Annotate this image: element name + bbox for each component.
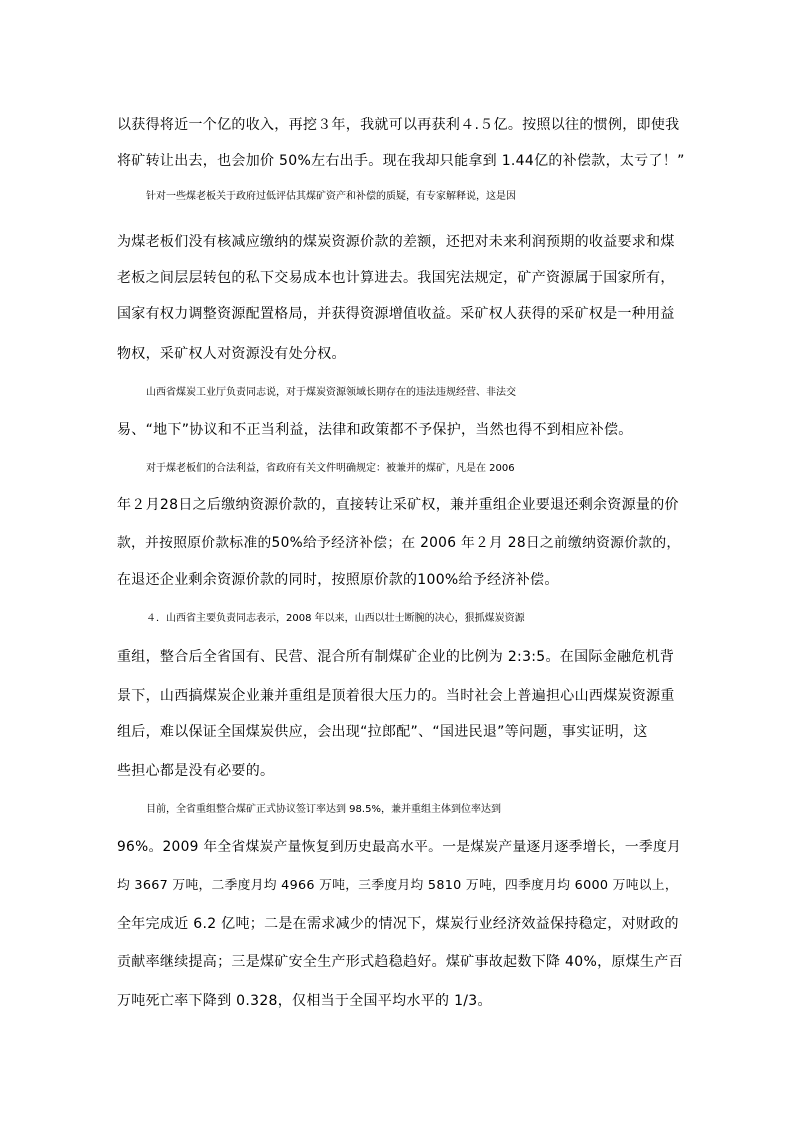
text-line-23: 贡献率继续提高；三是煤矿安全生产形式趋稳趋好。煤矿事故起数下降 40%，原煤生产百 (117, 954, 683, 970)
paragraph-start-coal-dept: 山西省煤炭工业厅负责同志说，对于煤炭资源领域长期存在的违法违规经营、非法交 (146, 387, 516, 398)
text-line-5: 老板之间层层转包的私下交易成本也计算进去。我国宪法规定，矿产资源属于国家所有， (117, 270, 675, 286)
text-line-13: 在退还企业剩余资源价款的同时，按照原价款的100%给予经济补偿。 (117, 572, 559, 588)
text-line-22: 全年完成近 6.2 亿吨；二是在需求减少的情况下，煤炭行业经济效益保持稳定，对财政的 (117, 916, 679, 932)
text-line-15: 重组，整合后全省国有、民营、混合所有制煤矿企业的比例为 2:3:5。在国际金融危机背 (117, 649, 675, 665)
paragraph-start-section-4: ４．山西省主要负责同志表示，2008 年以来，山西以壮士断腕的决心，狠抓煤炭资源 (146, 613, 525, 624)
text-line-1: 以获得将近一个亿的收入，再挖３年，我就可以再获利４.５亿。按照以往的惯例，即使我 (117, 117, 680, 133)
text-line-17: 组后，难以保证全国煤炭供应，会出现“拉郎配”、“国进民退”等问题，事实证明，这 (117, 724, 648, 740)
text-line-4: 为煤老板们没有核减应缴纳的煤炭资源价款的差额，还把对未来利润预期的收益要求和煤 (117, 234, 675, 250)
text-line-2: 将矿转让出去，也会加价 50%左右出手。现在我却只能拿到 1.44亿的补偿款，太亏了！” (117, 153, 685, 169)
paragraph-start-experts: 针对一些煤老板关于政府过低评估其煤矿资产和补偿的质疑，有专家解释说，这是因 (146, 191, 516, 202)
text-line-16: 景下，山西搞煤炭企业兼并重组是顶着很大压力的。当时社会上普遍担心山西煤炭资源重 (117, 688, 675, 704)
text-line-9: 易、“地下”协议和不正当利益，法律和政策都不予保护，当然也得不到相应补偿。 (117, 422, 633, 438)
paragraph-start-current: 目前，全省重组整合煤矿正式协议签订率达到 98.5%，兼并重组主体到位率达到 (146, 804, 501, 815)
text-line-7: 物权，采矿权人对资源没有处分权。 (117, 346, 346, 362)
text-line-12: 款，并按照原价款标准的50%给予经济补偿；在 2006 年２月 28日之前缴纳资源价款的， (117, 535, 681, 551)
text-line-6: 国家有权力调整资源配置格局，并获得资源增值收益。采矿权人获得的采矿权是一种用益 (117, 306, 675, 322)
text-line-11: 年２月28日之后缴纳资源价款的，直接转让采矿权，兼并重组企业要退还剩余资源量的价 (117, 497, 679, 513)
paragraph-start-legal-interests: 对于煤老板们的合法利益，省政府有关文件明确规定：被兼并的煤矿，凡是在 2006 (146, 463, 515, 474)
text-line-18: 些担心都是没有必要的。 (117, 763, 275, 779)
text-line-24: 万吨死亡率下降到 0.328，仅相当于全国平均水平的 1/3。 (117, 993, 492, 1009)
text-line-21: 均 3667 万吨，二季度月均 4966 万吨，三季度月均 5810 万吨，四季度月均 6000 万吨以上， (117, 878, 678, 893)
text-line-20: 96%。2009 年全省煤炭产量恢复到历史最高水平。一是煤炭产量逐月逐季增长，一季度月 (117, 839, 682, 855)
